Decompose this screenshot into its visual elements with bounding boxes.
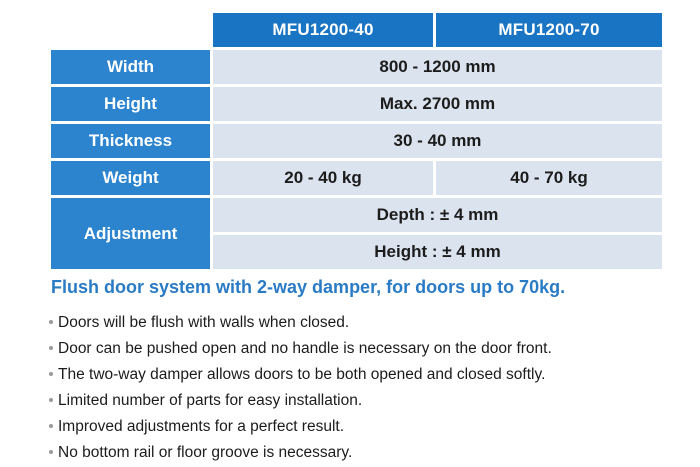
adjustment-depth-value: Depth : ± 4 mm — [213, 198, 662, 232]
feature-text: Door can be pushed open and no handle is necessary on the door front. — [58, 340, 552, 357]
row-label-thickness: Thickness — [51, 124, 210, 158]
table-row-height — [51, 87, 662, 121]
column-header-mfu1200-40: MFU1200-40 — [213, 13, 433, 47]
table-row-thickness — [51, 124, 662, 158]
table-row-adjustment-depth — [51, 198, 662, 232]
bullet-icon — [49, 320, 53, 324]
list-item — [49, 336, 552, 362]
feature-text: Improved adjustments for a perfect result. — [58, 418, 345, 435]
feature-text: Doors will be flush with walls when closed. — [58, 314, 350, 331]
bullet-icon — [49, 398, 53, 402]
header-corner-blank — [51, 13, 210, 47]
feature-text: Limited number of parts for easy installation. — [58, 392, 363, 409]
row-label-width: Width — [51, 50, 210, 84]
table-row-width — [51, 50, 662, 84]
table-header-row — [51, 13, 662, 47]
list-item — [49, 414, 552, 440]
spec-table — [48, 10, 665, 272]
row-label-height: Height — [51, 87, 210, 121]
feature-list — [49, 310, 552, 466]
adjustment-height-value: Height : ± 4 mm — [213, 235, 662, 269]
column-header-mfu1200-70: MFU1200-70 — [436, 13, 662, 47]
list-item — [49, 362, 552, 388]
table-row-weight — [51, 161, 662, 195]
list-item — [49, 440, 552, 466]
bullet-icon — [49, 424, 53, 428]
width-value: 800 - 1200 mm — [213, 50, 662, 84]
weight-value-mfu1200-70: 40 - 70 kg — [436, 161, 662, 195]
row-label-adjustment: Adjustment — [51, 198, 210, 269]
feature-text: No bottom rail or floor groove is necessary. — [58, 444, 353, 461]
bullet-icon — [49, 372, 53, 376]
thickness-value: 30 - 40 mm — [213, 124, 662, 158]
bullet-icon — [49, 450, 53, 454]
bullet-icon — [49, 346, 53, 350]
list-item — [49, 310, 552, 336]
product-tagline: Flush door system with 2-way damper, for doors up to 70kg. — [51, 277, 566, 297]
height-value: Max. 2700 mm — [213, 87, 662, 121]
weight-value-mfu1200-40: 20 - 40 kg — [213, 161, 433, 195]
row-label-weight: Weight — [51, 161, 210, 195]
list-item — [49, 388, 552, 414]
feature-text: The two-way damper allows doors to be both opened and closed softly. — [58, 366, 546, 383]
